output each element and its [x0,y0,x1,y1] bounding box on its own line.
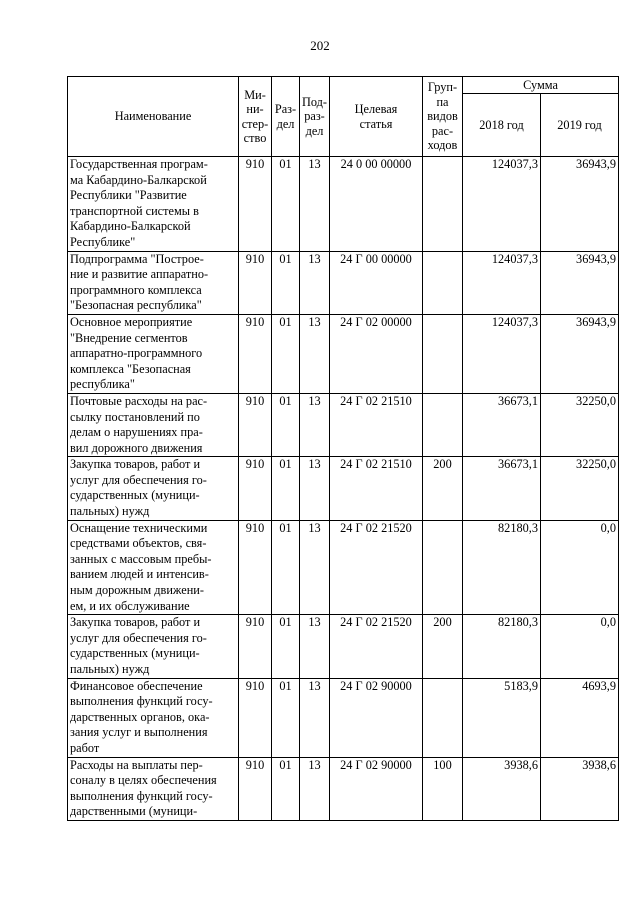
header-section: Раз- дел [272,77,300,157]
row-target-article: 24 Г 02 90000 [330,678,423,757]
row-target-article: 24 0 00 00000 [330,157,423,252]
row-subsection: 13 [300,157,330,252]
row-amount-2018: 5183,9 [463,678,541,757]
table-row [68,457,619,520]
row-name: Закупка товаров, работ и услуг для обеспечения го- сударственных (муници- пальных) нужд [68,615,239,678]
row-amount-2018: 124037,3 [463,157,541,252]
table-body [68,157,619,821]
row-ministry: 910 [239,157,272,252]
row-section: 01 [272,615,300,678]
row-amount-2019: 32250,0 [541,393,619,456]
row-amount-2019: 0,0 [541,615,619,678]
row-amount-2018: 124037,3 [463,314,541,393]
row-expense-group [423,314,463,393]
row-section: 01 [272,393,300,456]
row-target-article: 24 Г 02 90000 [330,757,423,820]
row-amount-2018: 36673,1 [463,393,541,456]
header-2018: 2018 год [463,94,541,157]
header-name: Наименование [68,77,239,157]
row-amount-2019: 36943,9 [541,157,619,252]
row-expense-group [423,678,463,757]
header-sum: Сумма [463,77,619,94]
row-ministry: 910 [239,314,272,393]
row-amount-2018: 36673,1 [463,457,541,520]
table-row [68,615,619,678]
row-name: Оснащение техническими средствами объектов, свя- занных с массовым пребы- ванием людей и интенсив- ным дорожным движени- ем, и их обслуживание [68,520,239,615]
row-target-article: 24 Г 02 00000 [330,314,423,393]
row-subsection: 13 [300,393,330,456]
row-section: 01 [272,314,300,393]
row-subsection: 13 [300,757,330,820]
row-ministry: 910 [239,520,272,615]
row-target-article: 24 Г 02 21510 [330,457,423,520]
table-row [68,251,619,314]
row-amount-2019: 36943,9 [541,314,619,393]
header-subsection: Под- раз- дел [300,77,330,157]
header-2019: 2019 год [541,94,619,157]
row-expense-group: 100 [423,757,463,820]
budget-table [67,76,619,821]
header-expense-group: Груп- па видов рас- ходов [423,77,463,157]
header-ministry: Ми- ни- стер- ство [239,77,272,157]
row-expense-group: 200 [423,615,463,678]
row-section: 01 [272,520,300,615]
page-number: 202 [310,38,330,53]
row-subsection: 13 [300,457,330,520]
row-amount-2019: 36943,9 [541,251,619,314]
row-ministry: 910 [239,393,272,456]
row-expense-group [423,157,463,252]
row-ministry: 910 [239,757,272,820]
table-row [68,157,619,252]
row-amount-2018: 82180,3 [463,615,541,678]
header-target-article: Целевая статья [330,77,423,157]
table-row [68,520,619,615]
row-expense-group [423,393,463,456]
row-expense-group: 200 [423,457,463,520]
row-subsection: 13 [300,678,330,757]
row-ministry: 910 [239,457,272,520]
row-amount-2018: 124037,3 [463,251,541,314]
row-ministry: 910 [239,251,272,314]
row-amount-2019: 4693,9 [541,678,619,757]
row-name: Финансовое обеспечение выполнения функций госу- дарственных органов, ока- зания услуг и выполнения работ [68,678,239,757]
row-amount-2019: 3938,6 [541,757,619,820]
row-subsection: 13 [300,615,330,678]
row-section: 01 [272,251,300,314]
row-name: Основное мероприятие "Внедрение сегментов аппаратно-программного комплекса "Безопасная республика" [68,314,239,393]
row-section: 01 [272,678,300,757]
row-expense-group [423,520,463,615]
row-amount-2019: 0,0 [541,520,619,615]
row-name: Почтовые расходы на рас- сылку постановлений по делам о нарушениях пра- вил дорожного движения [68,393,239,456]
row-section: 01 [272,457,300,520]
row-name: Расходы на выплаты пер- соналу в целях обеспечения выполнения функций госу- дарственными (муници- [68,757,239,820]
row-amount-2018: 82180,3 [463,520,541,615]
row-target-article: 24 Г 02 21520 [330,520,423,615]
row-target-article: 24 Г 02 21510 [330,393,423,456]
row-target-article: 24 Г 02 21520 [330,615,423,678]
row-name: Подпрограмма "Построе- ние и развитие аппаратно- программного комплекса "Безопасная республика" [68,251,239,314]
row-subsection: 13 [300,251,330,314]
row-amount-2019: 32250,0 [541,457,619,520]
row-amount-2018: 3938,6 [463,757,541,820]
row-expense-group [423,251,463,314]
table-row [68,678,619,757]
table-row [68,314,619,393]
row-ministry: 910 [239,678,272,757]
row-section: 01 [272,157,300,252]
row-section: 01 [272,757,300,820]
table-row [68,393,619,456]
row-subsection: 13 [300,314,330,393]
table-row [68,757,619,820]
row-ministry: 910 [239,615,272,678]
row-name: Закупка товаров, работ и услуг для обеспечения го- сударственных (муници- пальных) нужд [68,457,239,520]
table-header [68,77,619,157]
row-subsection: 13 [300,520,330,615]
row-name: Государственная програм- ма Кабардино-Балкарской Республики "Развитие транспортной системы в Кабардино-Балкарской Республике" [68,157,239,252]
row-target-article: 24 Г 00 00000 [330,251,423,314]
